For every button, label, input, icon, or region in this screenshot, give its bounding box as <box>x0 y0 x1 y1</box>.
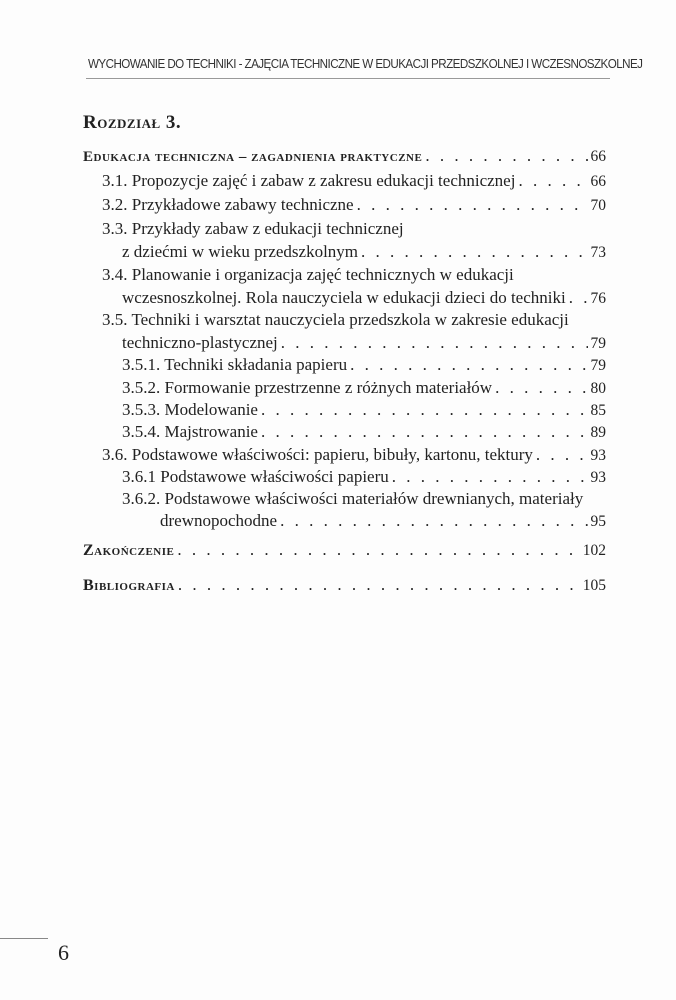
toc-entry[interactable]: 3.5.2. Formowanie przestrzenne z różnych materiałów . . . 80 <box>0 378 606 398</box>
toc-entry[interactable]: 3.2. Przykładowe zabawy techniczne . . . 70 <box>0 195 606 215</box>
toc-entry[interactable]: 3.6. Podstawowe właściwości: papieru, bibuły, kartonu, tektury . . . 93 <box>0 445 606 465</box>
toc-entry-line1[interactable]: 3.4. Planowanie i organizacja zajęć technicznych w edukacji <box>102 265 514 284</box>
footer-rule <box>0 938 48 939</box>
toc-entry[interactable]: 3.5.4. Majstrowanie . . . 89 <box>0 422 606 442</box>
toc-entry-line2[interactable]: wczesnoszkolnej. Rola nauczyciela w edukacji dzieci do techniki . . . 76 <box>0 288 606 308</box>
toc-entry[interactable]: 3.5.3. Modelowanie . . . 85 <box>0 400 606 420</box>
toc-entry-line2[interactable]: techniczno-plastycznej . . . 79 <box>0 333 606 353</box>
toc-entry[interactable]: 3.1. Propozycje zajęć i zabaw z zakresu edukacji technicznej . . . 66 <box>0 171 606 191</box>
toc-entry[interactable]: 3.5.1. Techniki składania papieru . . . 79 <box>0 355 606 375</box>
toc-entry-conclusion[interactable]: Zakończenie . . . 102 <box>0 540 606 560</box>
toc-entry-line2[interactable]: z dziećmi w wieku przedszkolnym . . . 73 <box>0 242 606 262</box>
toc-entry-section-title[interactable]: Edukacja techniczna – zagadnienia praktyczne . . . 66 <box>0 146 606 166</box>
toc-entry-line1[interactable]: 3.3. Przykłady zabaw z edukacji technicznej <box>102 219 404 238</box>
toc-entry-line1[interactable]: 3.5. Techniki i warsztat nauczyciela przedszkola w zakresie edukacji <box>102 310 569 329</box>
chapter-heading: Rozdział 3. <box>83 112 182 133</box>
toc-entry[interactable]: 3.6.1 Podstawowe właściwości papieru . . . 93 <box>0 467 606 487</box>
page-number: 6 <box>58 940 69 965</box>
toc-entry-line2[interactable]: drewnopochodne . . . 95 <box>0 511 606 531</box>
toc-entry-line1[interactable]: 3.6.2. Podstawowe właściwości materiałów drewnianych, materiały <box>122 489 584 508</box>
toc-entry-bibliography[interactable]: Bibliografia . . . 105 <box>0 575 606 595</box>
header-rule <box>86 78 610 79</box>
running-header: WYCHOWANIE DO TECHNIKI - ZAJĘCIA TECHNICZNE W EDUKACJI PRZEDSZKOLNEJ I WCZESNOSZKOLNEJ <box>88 57 643 71</box>
